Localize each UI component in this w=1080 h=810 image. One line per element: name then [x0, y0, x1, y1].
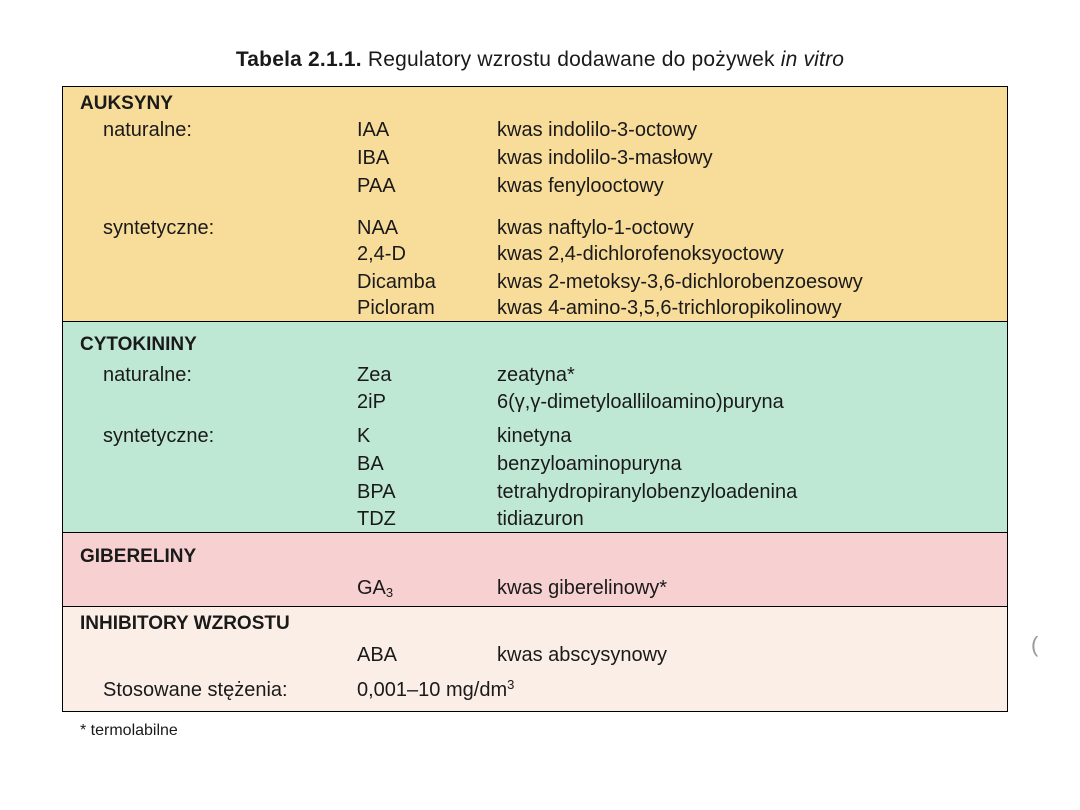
gibberellin-name: kwas giberelinowy* [497, 577, 668, 599]
auxins-synthetic-label: syntetyczne: [103, 217, 215, 239]
auxin-name: kwas naftylo-1-octowy [497, 217, 694, 239]
cytokinin-abbr: 2iP [357, 391, 386, 413]
table-number: Tabela 2.1.1. [235, 48, 362, 71]
auxin-abbr: NAA [357, 217, 399, 239]
table-title [0, 48, 1080, 72]
auxin-abbr: Dicamba [357, 271, 436, 293]
auxin-abbr: Picloram [357, 297, 435, 319]
inhibitor-name: kwas abscysynowy [497, 644, 668, 666]
cytokinin-name: 6(γ,γ-dimetyloalliloamino)puryna [497, 391, 784, 413]
inhibitors-heading: INHIBITORY WZROSTU [80, 613, 290, 634]
auxins-heading: AUKSYNY [80, 93, 173, 114]
auxin-abbr: IBA [357, 147, 390, 169]
auxin-name: kwas indolilo-3-masłowy [497, 147, 713, 169]
gibberellins-heading: GIBERELINY [80, 546, 197, 567]
cytokinin-name: benzyloaminopuryna [497, 453, 682, 475]
edge-mark: ( [1031, 632, 1039, 657]
gibberellin-abbr-subscript: 3 [385, 585, 394, 600]
gibberellin-abbr-base: GA [357, 577, 386, 599]
cytokinins-heading: CYTOKININY [80, 334, 197, 355]
cytokinin-abbr: BA [357, 453, 384, 475]
cytokinin-abbr: TDZ [357, 508, 396, 530]
concentration-value-text: 0,001–10 mg/dm [357, 679, 508, 701]
cytokinins-natural-label: naturalne: [103, 364, 192, 386]
inhibitor-abbr: ABA [357, 644, 398, 666]
auxin-abbr: PAA [357, 175, 396, 197]
concentration-unit-superscript: 3 [507, 677, 515, 692]
auxin-name: kwas 2-metoksy-3,6-dichlorobenzoesowy [497, 271, 863, 293]
auxin-abbr: 2,4-D [357, 243, 406, 265]
auxin-name: kwas fenylooctowy [497, 175, 664, 197]
cytokinin-abbr: K [357, 425, 371, 447]
auxin-abbr: IAA [357, 119, 390, 141]
cytokinin-name: tetrahydropiranylobenzyloadenina [497, 481, 798, 503]
table-caption-italic: in vitro [780, 48, 845, 71]
cytokinin-abbr: Zea [357, 364, 392, 386]
gibberellin-abbr [357, 576, 393, 600]
auxin-name: kwas 4-amino-3,5,6-trichloropikolinowy [497, 297, 842, 319]
footnote: * termolabilne [80, 722, 178, 739]
auxin-name: kwas 2,4-dichlorofenoksyoctowy [497, 243, 784, 265]
cytokinin-abbr: BPA [357, 481, 396, 503]
auxins-natural-label: naturalne: [103, 119, 192, 141]
cytokinin-name: zeatyna* [497, 364, 575, 386]
cytokinin-name: tidiazuron [497, 508, 584, 530]
cytokinin-name: kinetyna [497, 425, 572, 447]
concentration-value [357, 678, 514, 702]
auxin-name: kwas indolilo-3-octowy [497, 119, 698, 141]
concentration-label: Stosowane stężenia: [103, 679, 288, 701]
table-caption: Regulatory wzrostu dodawane do pożywek [367, 48, 775, 71]
cytokinins-synthetic-label: syntetyczne: [103, 425, 215, 447]
